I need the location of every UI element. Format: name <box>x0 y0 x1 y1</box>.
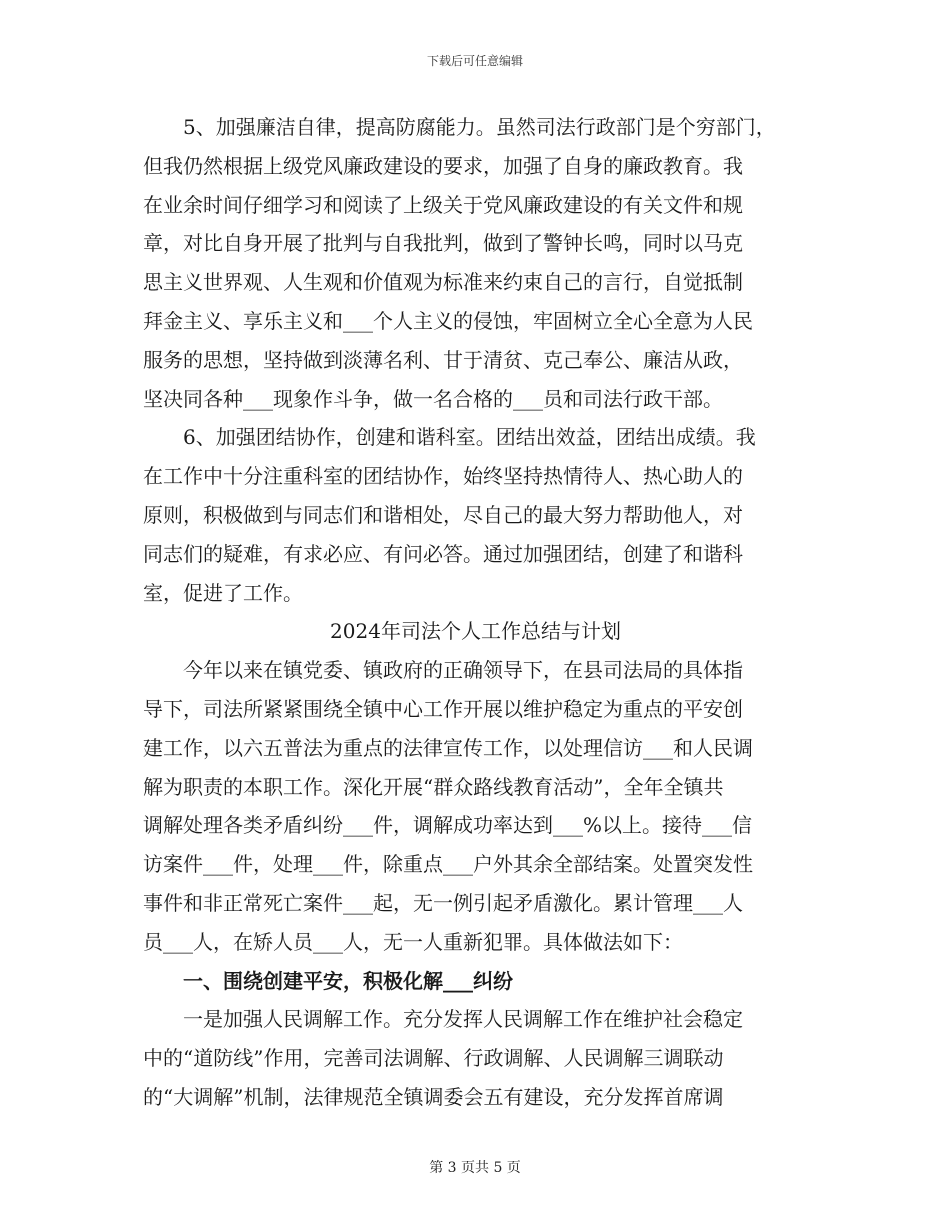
text-line: 建工作，以六五普法为重点的法律宣传工作，以处理信访___和人民调 <box>143 735 753 760</box>
text-line: 导下，司法所紧紧围绕全镇中心工作开展以维护稳定为重点的平安创 <box>143 696 743 721</box>
text-line: 室，促进了工作。 <box>143 580 303 605</box>
text-line: 访案件___件，处理___件，除重点___户外其余全部结案。处置突发性 <box>143 852 753 877</box>
text-line: 服务的思想，坚持做到淡薄名利、甘于清贫、克己奉公、廉洁从政， <box>143 347 743 372</box>
section-title: 2024年司法个人工作总结与计划 <box>330 619 621 644</box>
document-body <box>143 108 808 1117</box>
text-line: 拜金主义、享乐主义和___个人主义的侵蚀，牢固树立全心全意为人民 <box>143 308 753 333</box>
text-line: 章，对比自身开展了批判与自我批判，做到了警钟长鸣，同时以马克 <box>143 231 743 256</box>
page-header: 下载后可任意编辑 <box>426 54 523 68</box>
subsection-heading: 一、围绕创建平安，积极化解___纠纷 <box>143 968 513 993</box>
text-line: 调解处理各类矛盾纠纷___件，调解成功率达到___%以上。接待___信 <box>143 813 753 838</box>
text-line: 同志们的疑难，有求必应、有问必答。通过加强团结，创建了和谐科 <box>143 541 743 566</box>
text-line: 原则，积极做到与同志们和谐相处，尽自己的最大努力帮助他人，对 <box>143 502 743 527</box>
text-line: 的“大调解”机制，法律规范全镇调委会五有建设，充分发挥首席调 <box>143 1084 724 1109</box>
text-line: 5、加强廉洁自律，提高防腐能力。虽然司法行政部门是个穷部门， <box>143 115 776 139</box>
text-line: 中的“道防线”作用，完善司法调解、行政调解、人民调解三调联动 <box>143 1046 724 1071</box>
text-line: 员___人，在矫人员___人，无一人重新犯罪。具体做法如下： <box>143 929 683 954</box>
text-line: 一是加强人民调解工作。充分发挥人民调解工作在维护社会稳定 <box>143 1007 743 1032</box>
text-line: 6、加强团结协作，创建和谐科室。团结出效益，团结出成绩。我 <box>143 425 756 450</box>
text-line: 坚决同各种___现象作斗争，做一名合格的___员和司法行政干部。 <box>143 386 723 411</box>
text-line: 事件和非正常死亡案件___起，无一例引起矛盾激化。累计管理___人 <box>143 890 743 915</box>
page-footer: 第 3 页共 5 页 <box>429 1160 521 1176</box>
text-line: 在工作中十分注重科室的团结协作，始终坚持热情待人、热心助人的 <box>143 464 743 489</box>
text-line: 但我仍然根据上级党风廉政建设的要求，加强了自身的廉政教育。我 <box>143 153 743 178</box>
text-line: 思主义世界观、人生观和价值观为标准来约束自己的言行，自觉抵制 <box>143 270 743 295</box>
text-line: 在业余时间仔细学习和阅读了上级关于党风廉政建设的有关文件和规 <box>143 192 743 217</box>
text-line: 今年以来在镇党委、镇政府的正确领导下，在县司法局的具体指 <box>143 658 743 683</box>
text-line: 解为职责的本职工作。深化开展“群众路线教育活动”，全年全镇共 <box>143 774 724 799</box>
